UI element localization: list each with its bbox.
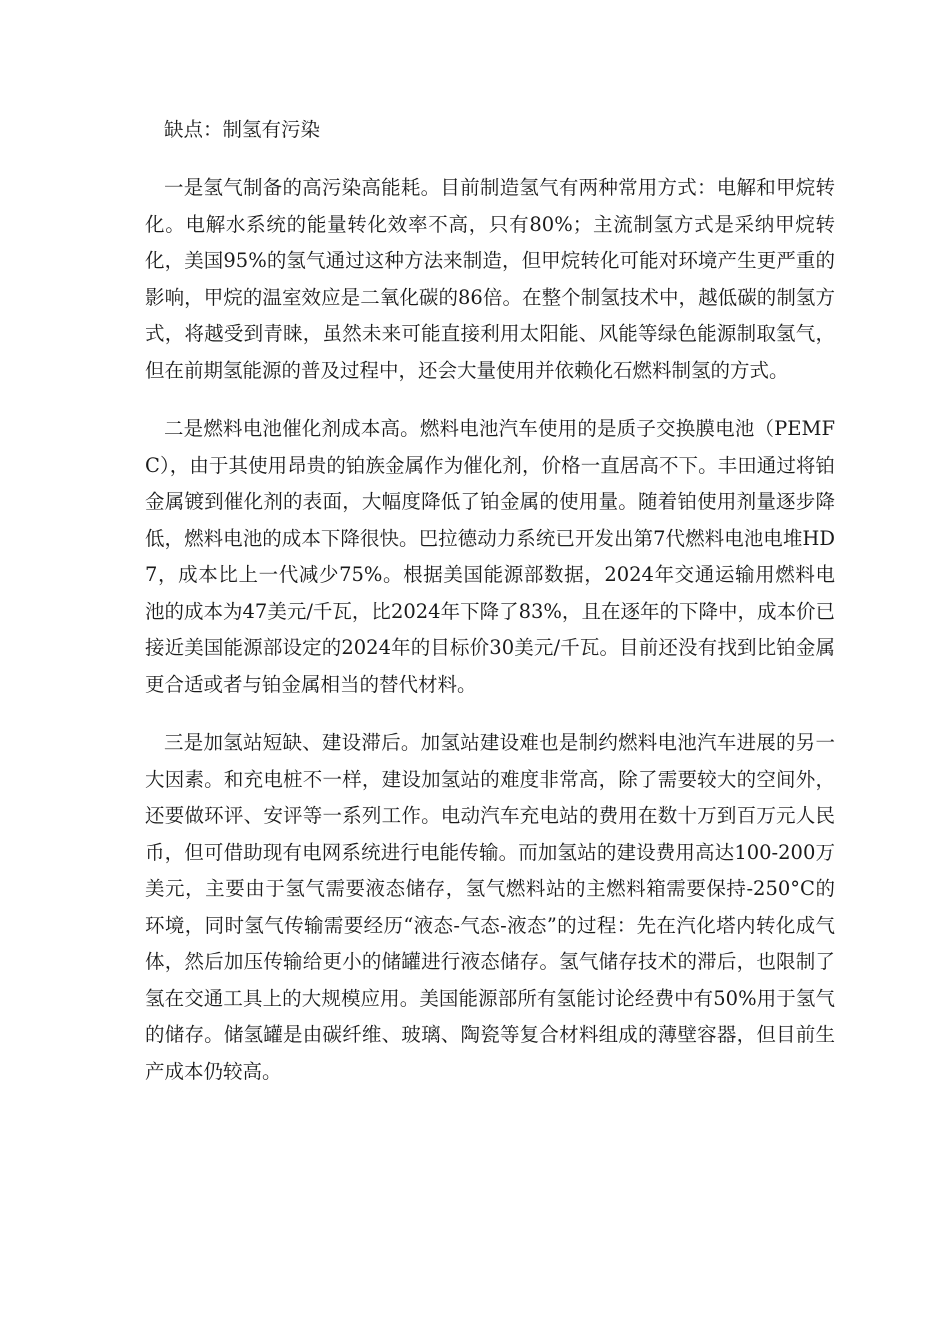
paragraph-hydrogen-production: 一是氢气制备的高污染高能耗。目前制造氢气有两种常用方式：电解和甲烷转化。电解水系统的能量转化效率不高，只有80%；主流制氢方式是采纳甲烷转化，美国95%的氢气通过这种方法来制造，但甲烷转化可能对环境产生更严重的影响，甲烷的温室效应是二氧化碳的86倍。在整个制氢技术中，越低碳的制氢方式，将越受到青睐，虽然未来可能直接利用太阳能、风能等绿色能源制取氢气，但在前期氢能源的普及过程中，还会大量使用并依赖化石燃料制氢的方式。	[145, 176, 835, 382]
section-heading: 缺点：制氢有污染	[164, 118, 321, 141]
paragraph-fuel-cell-catalyst: 二是燃料电池催化剂成本高。燃料电池汽车使用的是质子交换膜电池（PEMFC），由于其使用昂贵的铂族金属作为催化剂，价格一直居高不下。丰田通过将铂金属镀到催化剂的表面，大幅度降低了铂金属的使用量。随着铂使用剂量逐步降低，燃料电池的成本下降很快。巴拉德动力系统已开发出第7代燃料电池电堆HD7，成本比上一代减少75%。根据美国能源部数据，2024年交通运输用燃料电池的成本为47美元/千瓦，比2024年下降了83%，且在逐年的下降中，成本价已接近美国能源部设定的2024年的目标价30美元/千瓦。目前还没有找到比铂金属更合适或者与铂金属相当的替代材料。	[145, 417, 835, 696]
document-body	[145, 112, 835, 1112]
paragraph-hydrogen-stations: 三是加氢站短缺、建设滞后。加氢站建设难也是制约燃料电池汽车进展的另一大因素。和充电桩不一样，建设加氢站的难度非常高，除了需要较大的空间外，还要做环评、安评等一系列工作。电动汽车充电站的费用在数十万到百万元人民币，但可借助现有电网系统进行电能传输。而加氢站的建设费用高达100-200万美元，主要由于氢气需要液态储存，氢气燃料站的主燃料箱需要保持-250°C的环境，同时氢气传输需要经历“液态-气态-液态”的过程：先在汽化塔内转化成气体，然后加压传输给更小的储罐进行液态储存。氢气储存技术的滞后，也限制了氢在交通工具上的大规模应用。美国能源部所有氢能讨论经费中有50%用于氢气的储存。储氢罐是由碳纤维、玻璃、陶瓷等复合材料组成的薄壁容器，但目前生产成本仍较高。	[145, 731, 835, 1083]
